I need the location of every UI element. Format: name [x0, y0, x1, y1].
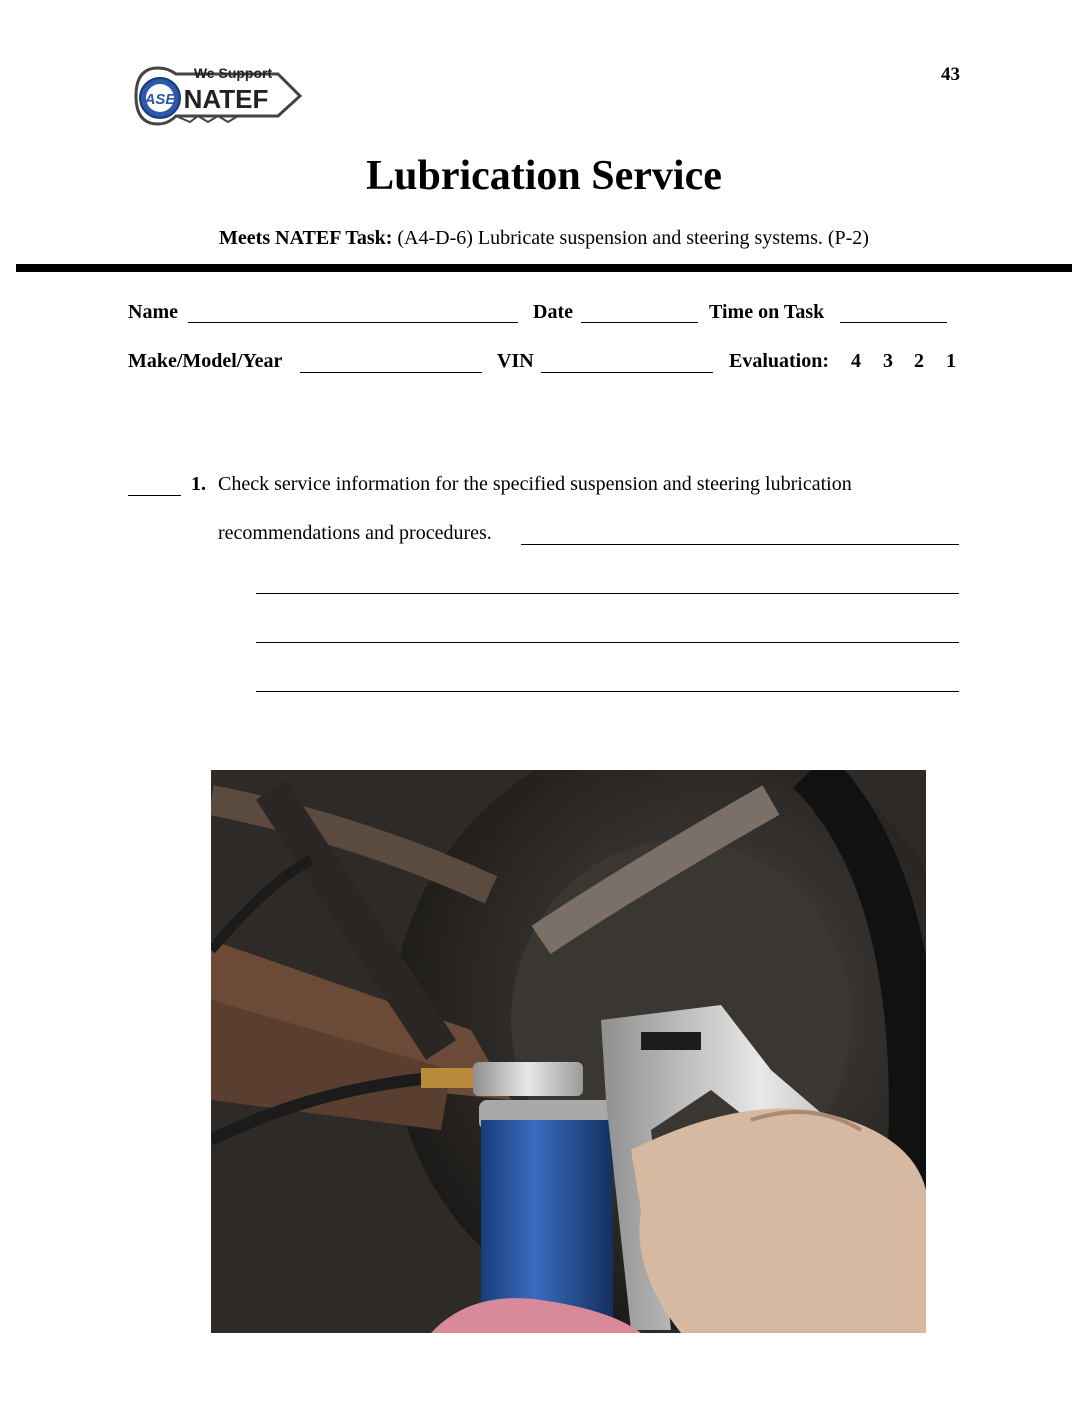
evaluation-score-3[interactable]: 3 [883, 350, 893, 372]
page-number: 43 [941, 64, 960, 85]
logo-tagline: We Support [193, 65, 273, 81]
task-label: Meets NATEF Task: [219, 227, 393, 249]
step-1-text-line2: recommendations and procedures. [218, 522, 492, 544]
vehicle-label: Make/Model/Year [128, 350, 283, 372]
date-label: Date [533, 301, 573, 323]
natef-logo [128, 60, 304, 152]
answer-line[interactable] [521, 544, 959, 545]
time-on-task-label: Time on Task [709, 301, 825, 323]
task-text: (A4-D-6) Lubricate suspension and steering systems. (P-2) [397, 227, 869, 249]
name-field[interactable] [188, 322, 518, 323]
vin-field[interactable] [541, 372, 713, 373]
name-label: Name [128, 301, 178, 323]
time-on-task-field[interactable] [840, 322, 947, 323]
step-1-text-line1: Check service information for the specified suspension and steering lubrication [218, 473, 852, 495]
evaluation-score-1[interactable]: 1 [946, 350, 956, 372]
evaluation-score-4[interactable]: 4 [851, 350, 861, 372]
logo-brand: NATEF [183, 84, 269, 114]
step-1-number: 1. [191, 473, 206, 495]
step-1-checkbox-line[interactable] [128, 495, 181, 496]
task-statement [0, 227, 1088, 250]
evaluation-label: Evaluation: [729, 350, 830, 372]
date-field[interactable] [581, 322, 698, 323]
answer-line[interactable] [256, 691, 959, 692]
page-title: Lubrication Service [366, 153, 722, 199]
evaluation-score-2[interactable]: 2 [914, 350, 924, 372]
ase-badge-text: ASE [144, 91, 176, 108]
answer-line[interactable] [256, 642, 959, 643]
vehicle-field[interactable] [300, 372, 482, 373]
grease-gun-photo [211, 770, 926, 1333]
header-divider [16, 264, 1072, 272]
vin-label: VIN [497, 350, 534, 372]
answer-line[interactable] [256, 593, 959, 594]
